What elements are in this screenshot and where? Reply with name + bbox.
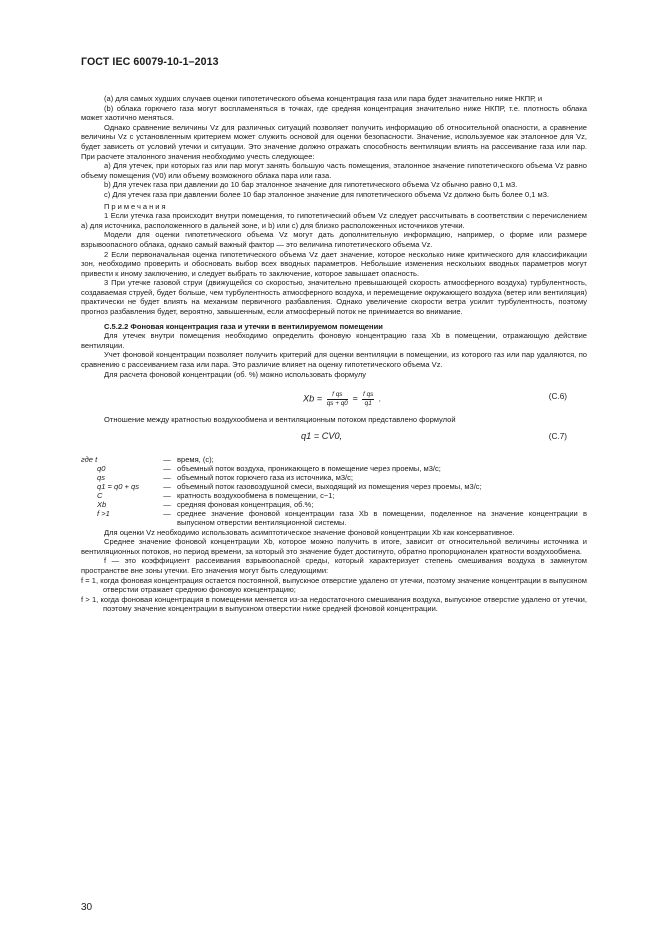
definition-text: объемный поток газовоздушной смеси, выходящий из помещения через проемы, м3/с; [177,482,482,492]
note-item: 2 Если первоначальная оценка гипотетического объема Vz дает значение, которое несколько ниже критического для классификации зон, необходимо проверить и обосновать выбор всех вводных параметров. Небольшие изменения нескольких вводных параметров могут привести к иному заключению, и следует выбрать то заключение, которое завышает опасность. [81,249,587,278]
definition-text: объемный поток горючего газа из источника, м3/с; [177,473,353,482]
definition-text: средняя фоновая концентрация, об.%; [177,500,314,510]
definition-text: среднее значение фоновой концентрации газа Xb в помещении, поделенное на значение концентрации в выпускном отверстии вентиляционной системы. [177,509,587,528]
paragraph: (а) для самых худших случаев оценки гипотетического объема концентрация газа или пара будет значительно ниже НКПР, и [104,94,543,103]
equation-lhs: Xb = [303,393,323,404]
paragraph: Для оценки Vz необходимо использовать асимптотическое значение фоновой концентрации Xb как консервативное. [104,527,515,537]
paragraph: с) Для утечек газа при давлении более 10 бар эталонное значение для гипотетического объема Vz должно быть более 0,1 м3. [104,189,549,199]
note-item: 1 Если утечка газа происходит внутри помещения, то гипотетический объем Vz следует рассчитывать в соответствии с перечислением а) для источника, расположенного в дальней зоне, и b) или с) для близко расположенных источников утечки. [81,211,587,230]
equation-number: (С.6) [548,392,567,402]
denominator: q1 [364,399,372,407]
note-item: 3 При утечке газовой струи (движущейся со скоростью, значительно превышающей скорость атмосферного воздуха) турбулентность, создаваемая струей, будет больше, чем турбулентность атмосферного воздуха, и перемещение окружающего воздуха (ветер или вентиляция) практически не будет влиять на механизм первичного разбавления. Однако увеличение скорости ветра усилит турбулентность, поэтому прогноз разбавления будет, вероятно, завышенным, если атмосферный поток не принимается во внимание. [81,278,587,317]
notes-title: Примечания [104,201,168,211]
page-number: 30 [81,902,93,913]
fraction [327,391,348,407]
list-item: f > 1, когда фоновая концентрация в помещении меняется из-за недостаточного смешивания воздуха, выпускное отверстие удалено от утечки, поэтому значение концентрации в выпускном отверстии ниже средней фоновой концентрации. [81,594,587,614]
equation-tail: . [378,393,382,404]
definition-dash: — [163,482,171,492]
definition-row [81,482,587,491]
definition-row [81,473,587,482]
paragraph: Учет фоновой концентрации позволяет получить критерий для оценки вентиляции в помещении, из которого газ или пар удаляются, по сравнению с рассеиванием газа или пара. Это различие влияет на оценку гипотетического объема Vz. [81,350,587,370]
paragraph: Среднее значение фоновой концентрации Xb, которое можно получить в итоге, зависит от относительной величины источника и вентиляционных потоков, но период времени, за который это значение будет достигнуто, обратно пропорционален кратности воздухообмена. [81,537,587,556]
definition-dash: — [163,454,171,464]
numerator: f qs [327,391,348,400]
definition-symbol: qs [97,473,105,482]
equation-body [303,391,381,407]
document-body [81,94,587,614]
equation-c7 [81,429,587,449]
fraction [362,391,374,407]
definition-row [81,500,587,509]
definition-symbol: q1 = q0 + qs [97,482,139,492]
denominator: qs + q0 [326,399,348,407]
numerator: f qs [363,391,374,399]
definition-row [81,491,587,500]
definition-symbol: где t [81,454,98,464]
paragraph: (b) облака горючего газа могут воспламеняться в точках, где средняя концентрация значительно ниже НКПР, т.е. плотность облака может хаотично меняться. [81,103,587,123]
definition-symbol: C [97,491,103,501]
definition-text: объемный поток воздуха, проникающего в помещение через проемы, м3/с; [177,463,441,473]
paragraph: b) Для утечек газа при давлении до 10 бар эталонное значение для гипотетического объема Vz обычно равно 0,1 м3. [104,180,518,190]
definition-dash: — [163,473,171,482]
paragraph: Для расчета фоновой концентрации (об. %) можно использовать формулу [104,369,367,379]
definition-text: время, (с); [177,454,214,464]
paragraph: Для утечек внутри помещения необходимо определить фоновую концентрацию газа Xb в помещении, отражающую действие вентиляции. [81,331,587,350]
equation-number: (С.7) [548,431,567,441]
definition-symbol: q0 [97,463,106,473]
notes-block [81,202,587,317]
definition-dash: — [163,500,171,510]
paragraph: Однако сравнение величины Vz для различных ситуаций позволяет получить информацию об относительной опасности, а сравнение величины Vz с установленным критерием может служить основой для оценки безопасности. Значение, используемое как эталонное для Vz, будет зависеть от условий утечки и ситуации. Это значение должно отражать способность вентиляции влиять на рассеивание газа или пар. При расчете эталонного значения необходимо учесть следующее: [81,122,587,161]
definition-row [81,455,587,464]
paragraph: Отношение между кратностью воздухообмена и вентиляционным потоком представлено формулой [104,415,456,425]
definition-dash: — [163,463,171,473]
definition-row [81,509,587,527]
definition-dash: — [163,491,171,501]
definitions-list [81,455,587,528]
document-header: ГОСТ IEC 60079-10-1–2013 [81,56,219,68]
list-item: f = 1, когда фоновая концентрация остается постоянной, выпускное отверстие удалено от утечки, поэтому значение концентрации в выпускном отверстии отражает среднюю фоновую концентрацию; [81,575,587,595]
definition-symbol: Xb [97,500,107,510]
section-heading: С.5.2.2 Фоновая концентрация газа и утечки в вентилируемом помещении [104,321,383,331]
definition-dash: — [163,509,171,519]
definition-symbol: f >1 [97,509,110,519]
equation-body: q1 = CV0, [301,430,343,441]
definition-row [81,464,587,473]
definition-text: кратность воздухообмена в помещении, с−1; [177,491,335,501]
paragraph: а) Для утечек, при которых газ или пар могут занять большую часть помещения, эталонное значение гипотетического объема Vz равно объему помещения (V0) или объему возможного облака пара или газа. [81,161,587,180]
note-item: Модели для оценки гипотетического объема Vz могут дать дополнительную информацию, например, о форме или размере взрывоопасного облака, однако самый важный фактор — это величина гипотетического объема Vz. [81,230,587,249]
equation-c6 [81,385,587,411]
approx-sign: ≈ [352,393,358,404]
paragraph: f — это коэффициент рассеивания взрывоопасной среды, который характеризует степень смешивания воздуха в замкнутом пространстве вне зоны утечки. Его значения могут быть следующими: [81,556,587,575]
